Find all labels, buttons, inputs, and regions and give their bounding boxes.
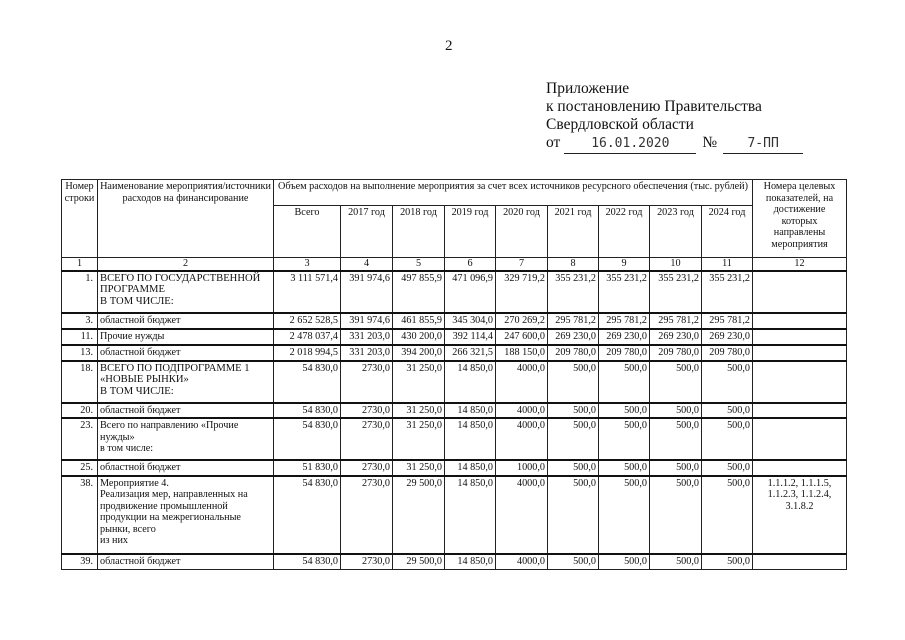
table-row (62, 403, 847, 419)
value-year: 500,0 (650, 361, 702, 403)
value-year: 209 780,0 (548, 345, 599, 361)
header-volume: Объем расходов на выполнение мероприятия за счет всех источников ресурсного обеспечения (тыс. рублей) (274, 180, 753, 206)
header-year: 2017 год (341, 206, 393, 258)
table-row (62, 460, 847, 476)
row-name: областной бюджет (98, 554, 274, 570)
row-indicators (753, 554, 847, 570)
header-year: 2021 год (548, 206, 599, 258)
value-year: 295 781,2 (548, 313, 599, 329)
value-year: 31 250,0 (393, 403, 445, 419)
value-year: 500,0 (599, 476, 650, 554)
table-row (62, 361, 847, 403)
value-total: 2 018 994,5 (274, 345, 341, 361)
value-year: 430 200,0 (393, 329, 445, 345)
column-index: 5 (393, 258, 445, 271)
header-year: 2019 год (445, 206, 496, 258)
row-number: 38. (62, 476, 98, 554)
value-year: 269 230,0 (702, 329, 753, 345)
value-total: 54 830,0 (274, 476, 341, 554)
value-year: 355 231,2 (702, 271, 753, 313)
value-year: 14 850,0 (445, 418, 496, 460)
value-year: 391 974,6 (341, 271, 393, 313)
value-year: 14 850,0 (445, 476, 496, 554)
value-year: 14 850,0 (445, 460, 496, 476)
value-year: 2730,0 (341, 361, 393, 403)
row-name: ВСЕГО ПО ПОДПРОГРАММЕ 1 «НОВЫЕ РЫНКИ» В ТОМ ЧИСЛЕ: (98, 361, 274, 403)
column-index: 3 (274, 258, 341, 271)
value-year: 209 780,0 (599, 345, 650, 361)
value-year: 500,0 (548, 361, 599, 403)
row-number: 39. (62, 554, 98, 570)
value-year: 500,0 (702, 554, 753, 570)
value-year: 4000,0 (496, 476, 548, 554)
value-year: 247 600,0 (496, 329, 548, 345)
value-year: 331 203,0 (341, 345, 393, 361)
row-name: областной бюджет (98, 403, 274, 419)
value-year: 500,0 (650, 476, 702, 554)
value-total: 54 830,0 (274, 361, 341, 403)
column-index: 12 (753, 258, 847, 271)
column-index: 4 (341, 258, 393, 271)
value-total: 2 478 037,4 (274, 329, 341, 345)
value-year: 295 781,2 (599, 313, 650, 329)
value-year: 266 321,5 (445, 345, 496, 361)
value-year: 14 850,0 (445, 554, 496, 570)
header-total: Всего (274, 206, 341, 258)
header-indicators: Номера целевых показателей, на достижение которых направлены мероприятия (753, 180, 847, 258)
value-year: 188 150,0 (496, 345, 548, 361)
header-year: 2022 год (599, 206, 650, 258)
row-indicators (753, 403, 847, 419)
table-row (62, 418, 847, 460)
value-year: 500,0 (548, 418, 599, 460)
value-year: 500,0 (599, 460, 650, 476)
row-indicators (753, 361, 847, 403)
decree-date: 16.01.2020 (564, 135, 696, 154)
row-indicators (753, 418, 847, 460)
header-year: 2024 год (702, 206, 753, 258)
value-year: 391 974,6 (341, 313, 393, 329)
value-year: 2730,0 (341, 554, 393, 570)
row-number: 3. (62, 313, 98, 329)
value-year: 497 855,9 (393, 271, 445, 313)
value-year: 500,0 (702, 476, 753, 554)
value-year: 31 250,0 (393, 418, 445, 460)
value-year: 295 781,2 (650, 313, 702, 329)
value-year: 295 781,2 (702, 313, 753, 329)
value-total: 2 652 528,5 (274, 313, 341, 329)
value-year: 500,0 (599, 361, 650, 403)
row-number: 23. (62, 418, 98, 460)
value-year: 29 500,0 (393, 476, 445, 554)
column-index: 6 (445, 258, 496, 271)
value-year: 500,0 (599, 554, 650, 570)
annex-line-2: к постановлению Правительства (546, 98, 762, 115)
value-year: 461 855,9 (393, 313, 445, 329)
value-year: 4000,0 (496, 361, 548, 403)
row-name: ВСЕГО ПО ГОСУДАРСТВЕННОЙ ПРОГРАММЕ В ТОМ ЧИСЛЕ: (98, 271, 274, 313)
date-prefix: от (546, 134, 561, 151)
value-year: 269 230,0 (548, 329, 599, 345)
value-year: 31 250,0 (393, 460, 445, 476)
row-name: областной бюджет (98, 313, 274, 329)
annex-title: Приложение (546, 80, 630, 97)
value-year: 394 200,0 (393, 345, 445, 361)
value-year: 269 230,0 (599, 329, 650, 345)
value-year: 4000,0 (496, 554, 548, 570)
value-year: 500,0 (599, 403, 650, 419)
value-year: 209 780,0 (650, 345, 702, 361)
value-total: 51 830,0 (274, 460, 341, 476)
value-year: 392 114,4 (445, 329, 496, 345)
value-year: 500,0 (650, 403, 702, 419)
table-row (62, 313, 847, 329)
table-row (62, 345, 847, 361)
value-year: 209 780,0 (702, 345, 753, 361)
column-index: 9 (599, 258, 650, 271)
value-year: 500,0 (702, 460, 753, 476)
row-indicators (753, 271, 847, 313)
row-indicators (753, 460, 847, 476)
annex-line-3: Свердловской области (546, 116, 694, 133)
table-row (62, 554, 847, 570)
decree-number: 7-ПП (723, 135, 803, 154)
value-year: 2730,0 (341, 460, 393, 476)
header-year: 2020 год (496, 206, 548, 258)
value-year: 500,0 (548, 403, 599, 419)
value-year: 4000,0 (496, 418, 548, 460)
value-year: 31 250,0 (393, 361, 445, 403)
value-year: 355 231,2 (599, 271, 650, 313)
value-year: 4000,0 (496, 403, 548, 419)
value-year: 500,0 (650, 460, 702, 476)
value-year: 500,0 (650, 418, 702, 460)
value-year: 345 304,0 (445, 313, 496, 329)
row-indicators (753, 345, 847, 361)
value-year: 329 719,2 (496, 271, 548, 313)
header-year: 2023 год (650, 206, 702, 258)
row-indicators (753, 329, 847, 345)
row-number: 20. (62, 403, 98, 419)
value-year: 500,0 (548, 554, 599, 570)
value-year: 500,0 (599, 418, 650, 460)
value-year: 331 203,0 (341, 329, 393, 345)
header-row-number: Номер строки (62, 180, 98, 258)
column-index: 8 (548, 258, 599, 271)
value-year: 29 500,0 (393, 554, 445, 570)
value-total: 54 830,0 (274, 403, 341, 419)
row-number: 25. (62, 460, 98, 476)
row-name: Всего по направлению «Прочие нужды» в том числе: (98, 418, 274, 460)
row-number: 11. (62, 329, 98, 345)
value-year: 500,0 (702, 418, 753, 460)
value-year: 471 096,9 (445, 271, 496, 313)
page-number: 2 (445, 38, 453, 54)
annex-date-line (546, 134, 803, 154)
value-year: 500,0 (702, 361, 753, 403)
column-index: 1 (62, 258, 98, 271)
value-year: 2730,0 (341, 403, 393, 419)
header-year: 2018 год (393, 206, 445, 258)
header-name: Наименование мероприятия/источники расходов на финансирование (98, 180, 274, 258)
column-index: 2 (98, 258, 274, 271)
value-year: 355 231,2 (548, 271, 599, 313)
row-indicators (753, 313, 847, 329)
table-row (62, 271, 847, 313)
row-name: областной бюджет (98, 345, 274, 361)
row-name: областной бюджет (98, 460, 274, 476)
row-number: 13. (62, 345, 98, 361)
budget-table (61, 179, 847, 570)
table-row (62, 329, 847, 345)
value-year: 2730,0 (341, 418, 393, 460)
value-year: 355 231,2 (650, 271, 702, 313)
column-index: 10 (650, 258, 702, 271)
row-number: 18. (62, 361, 98, 403)
column-index: 7 (496, 258, 548, 271)
row-name: Прочие нужды (98, 329, 274, 345)
value-year: 500,0 (702, 403, 753, 419)
value-total: 54 830,0 (274, 418, 341, 460)
value-year: 500,0 (548, 476, 599, 554)
value-year: 270 269,2 (496, 313, 548, 329)
value-year: 500,0 (650, 554, 702, 570)
value-year: 2730,0 (341, 476, 393, 554)
column-index: 11 (702, 258, 753, 271)
row-indicators: 1.1.1.2, 1.1.1.5, 1.1.2.3, 1.1.2.4, 3.1.8.2 (753, 476, 847, 554)
annex-block (546, 80, 803, 154)
number-prefix: № (702, 134, 718, 151)
value-year: 14 850,0 (445, 361, 496, 403)
row-name: Мероприятие 4. Реализация мер, направленных на продвижение промышленной продукции на межрегиональные рынки, всего из них (98, 476, 274, 554)
row-number: 1. (62, 271, 98, 313)
value-total: 54 830,0 (274, 554, 341, 570)
value-year: 500,0 (548, 460, 599, 476)
value-year: 269 230,0 (650, 329, 702, 345)
value-total: 3 111 571,4 (274, 271, 341, 313)
value-year: 1000,0 (496, 460, 548, 476)
value-year: 14 850,0 (445, 403, 496, 419)
table-row (62, 476, 847, 554)
